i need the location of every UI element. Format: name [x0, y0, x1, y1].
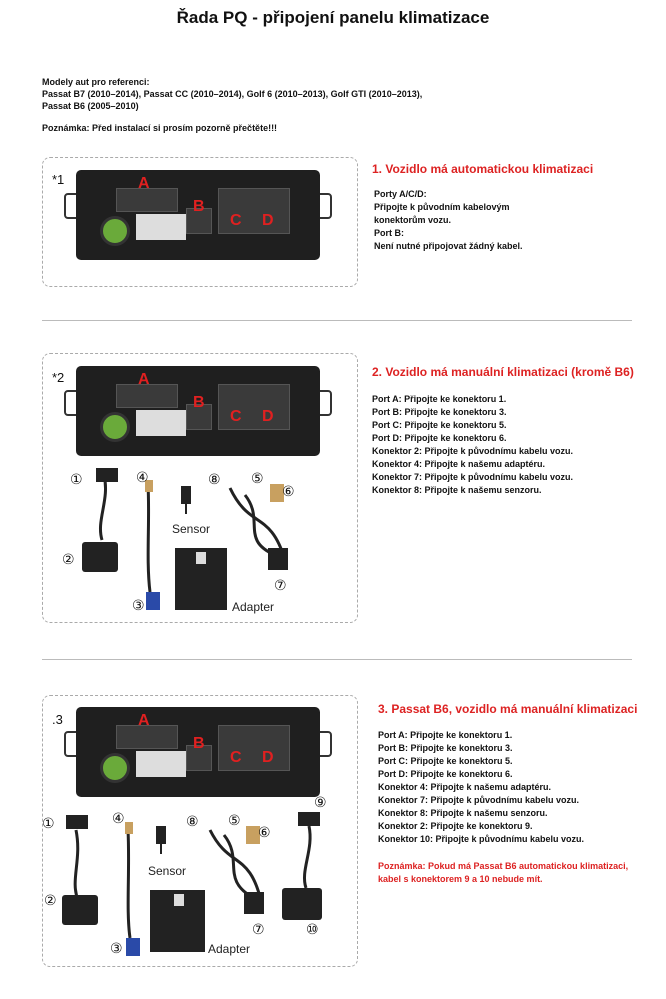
section-2-line: Konektor 4: Připojte k našemu adaptéru.: [372, 459, 546, 469]
port-a-label: A: [138, 371, 150, 388]
intro-note: Poznámka: Před instalací si prosím pozorně přečtěte!!!: [42, 123, 278, 133]
connector-number-8: ⑧: [208, 471, 221, 487]
panel-mark-1: *1: [52, 172, 65, 187]
panel-mark-2: *2: [52, 370, 65, 385]
connector-number-8: ⑧: [186, 813, 199, 829]
connector-number-10: ⑩: [306, 921, 319, 937]
connector-number-4: ④: [112, 810, 125, 826]
section-3-line: Konektor 8: Připojte k našemu senzoru.: [378, 808, 548, 818]
connector-number-1: ①: [70, 471, 83, 487]
port-a-label: A: [138, 712, 150, 729]
section-2-line: Port C: Připojte ke konektoru 5.: [372, 420, 507, 430]
section-3-line: Konektor 4: Připojte k našemu adaptéru.: [378, 782, 552, 792]
section-3-line: Konektor 2: Připojte ke konektoru 9.: [378, 821, 533, 831]
section-1-line: Port B:: [374, 228, 404, 238]
section-1-line: Připojte k původním kabelovým: [374, 202, 510, 212]
connector-number-3: ③: [132, 597, 145, 613]
section-2-line: Port A: Připojte ke konektoru 1.: [372, 394, 507, 404]
section-2-line: Port D: Připojte ke konektoru 6.: [372, 433, 507, 443]
models-line-1: Passat B7 (2010–2014), Passat CC (2010–2014), Golf 6 (2010–2013), Golf GTI (2010–2013),: [42, 89, 423, 99]
port-c-label: C: [230, 212, 242, 229]
port-d-label: D: [262, 749, 274, 766]
port-c-label: C: [230, 408, 242, 425]
port-a-label: A: [138, 175, 150, 192]
section-2-line: Konektor 7: Připojte k původnímu kabelu vozu.: [372, 472, 574, 482]
section-3-line: Port A: Připojte ke konektoru 1.: [378, 730, 513, 740]
section-2-line: Konektor 8: Připojte k našemu senzoru.: [372, 485, 542, 495]
port-b-label: B: [193, 735, 205, 752]
adapter-caption: Adapter: [232, 600, 275, 614]
section-3-line: Port B: Připojte ke konektoru 3.: [378, 743, 513, 753]
section-3-description: [378, 729, 628, 886]
section-1-line: Není nutné připojovat žádný kabel.: [374, 241, 523, 251]
section-3-heading: 3. Passat B6, vozidlo má manuální klimatizaci: [378, 702, 638, 716]
connector-number-1: ①: [42, 815, 55, 831]
connector-number-5: ⑤: [251, 470, 264, 486]
connector-number-3: ③: [110, 940, 123, 956]
port-b-label: B: [193, 198, 205, 215]
section-1-line: Porty A/C/D:: [374, 189, 427, 199]
port-d-label: D: [262, 408, 274, 425]
connector-number-7: ⑦: [252, 921, 265, 937]
models-line-2: Passat B6 (2005–2010): [42, 101, 139, 111]
models-label: Modely aut pro referenci:: [42, 77, 150, 87]
section-2-line: Konektor 2: Připojte k původnímu kabelu vozu.: [372, 446, 574, 456]
panel-mark-3: .3: [52, 712, 63, 727]
adapter-caption: Adapter: [208, 942, 251, 956]
connector-number-7: ⑦: [274, 577, 287, 593]
port-c-label: C: [230, 749, 242, 766]
section-1-line: konektorům vozu.: [374, 215, 452, 225]
section-3-line: Port D: Připojte ke konektoru 6.: [378, 769, 513, 779]
connector-number-6: ⑥: [258, 824, 271, 840]
sensor-caption: Sensor: [172, 522, 211, 536]
connector-number-4: ④: [136, 469, 149, 485]
section-1-heading: 1. Vozidlo má automatickou klimatizaci: [372, 162, 594, 176]
connector-number-2: ②: [62, 551, 75, 567]
section-3-line: Konektor 10: Připojte k původnímu kabelu vozu.: [378, 834, 585, 844]
sensor-caption: Sensor: [148, 864, 187, 878]
port-d-label: D: [262, 212, 274, 229]
section-3-line: Port C: Připojte ke konektoru 5.: [378, 756, 513, 766]
section-3-line: Konektor 7: Připojte k původnímu kabelu vozu.: [378, 795, 580, 805]
connector-number-6: ⑥: [282, 483, 295, 499]
section-2-line: Port B: Připojte ke konektoru 3.: [372, 407, 507, 417]
section-3-note-line-2: kabel s konektorem 9 a 10 nebude mít.: [378, 874, 543, 884]
connector-number-5: ⑤: [228, 812, 241, 828]
page-title: Řada PQ - připojení panelu klimatizace: [176, 8, 490, 27]
section-2-heading: 2. Vozidlo má manuální klimatizaci (kromě B6): [372, 365, 634, 379]
connector-number-2: ②: [44, 892, 57, 908]
port-b-label: B: [193, 394, 205, 411]
section-3-note-line-1: Poznámka: Pokud má Passat B6 automatickou klimatizaci,: [378, 861, 629, 871]
connector-number-9: ⑨: [314, 794, 327, 810]
